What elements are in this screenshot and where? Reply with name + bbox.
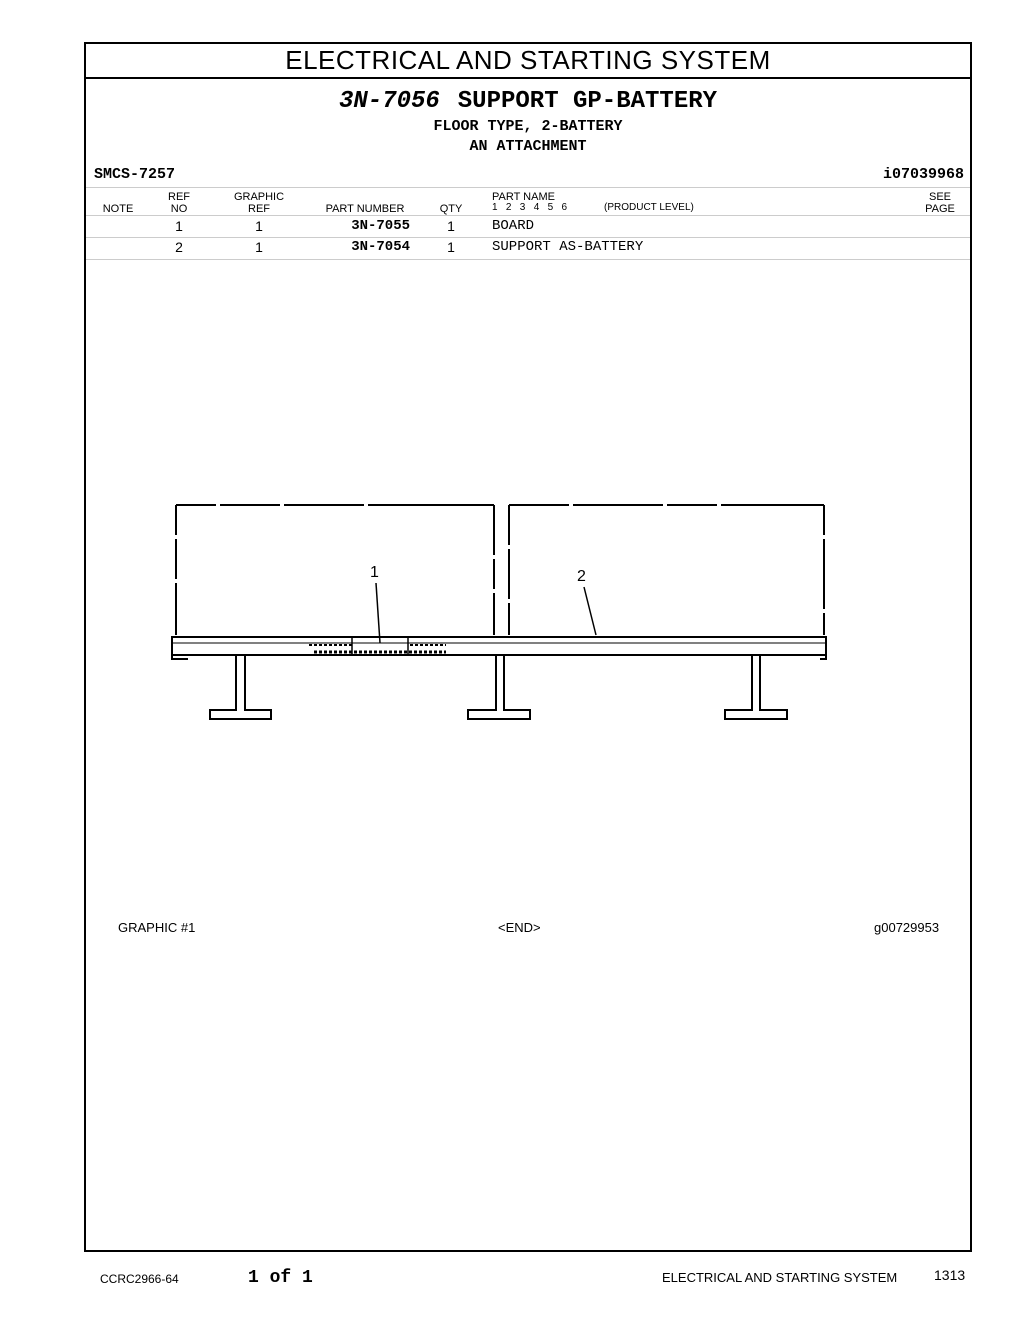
col-graphic-top: GRAPHIC	[233, 191, 285, 203]
part-name-title: SUPPORT GP-BATTERY	[457, 88, 718, 115]
col-part-number: PART NUMBER	[325, 203, 405, 215]
document-ident: i07039968	[882, 166, 964, 183]
graphic-id: g00729953	[874, 920, 940, 935]
col-part-name: PART NAME	[492, 191, 555, 203]
row-graphic-ref: 1	[255, 218, 263, 234]
row-part-name: BOARD	[492, 218, 535, 234]
subtitle-floor-type: FLOOR TYPE, 2-BATTERY	[433, 118, 623, 135]
col-see-bottom: PAGE	[925, 203, 955, 215]
graphic-label: GRAPHIC #1	[118, 920, 196, 935]
callout-1: 1	[370, 564, 379, 581]
row-qty: 1	[447, 218, 455, 234]
col-qty: QTY	[439, 203, 463, 215]
col-product-level: (PRODUCT LEVEL)	[604, 202, 694, 213]
smcs-code: SMCS-7257	[94, 166, 176, 183]
footer-doc-id: CCRC2966-64	[100, 1272, 179, 1286]
footer-section: ELECTRICAL AND STARTING SYSTEM	[662, 1270, 898, 1285]
col-note: NOTE	[102, 203, 134, 215]
subtitle-attachment: AN ATTACHMENT	[469, 138, 587, 155]
end-marker: <END>	[498, 920, 541, 935]
row-ref: 2	[175, 239, 183, 255]
section-title: ELECTRICAL AND STARTING SYSTEM	[86, 44, 970, 79]
footer-page-of: 1 of 1	[248, 1268, 313, 1288]
row-qty: 1	[447, 239, 455, 255]
row-part-name: SUPPORT AS-BATTERY	[492, 239, 644, 255]
col-ref-bottom: NO	[170, 203, 188, 215]
col-see-top: SEE	[928, 191, 951, 203]
header-bottom-rule	[86, 215, 970, 216]
col-graphic-bottom: REF	[248, 203, 270, 215]
row-ref: 1	[175, 218, 183, 234]
battery-support-illustration	[84, 495, 834, 735]
col-levels: 1 2 3 4 5 6	[492, 202, 568, 213]
row-rule	[86, 237, 970, 238]
footer-page-number: 1313	[934, 1267, 966, 1283]
callout-2: 2	[577, 568, 586, 585]
row-rule	[86, 259, 970, 260]
header-rule	[86, 187, 970, 188]
row-part-number: 3N-7054	[351, 239, 410, 255]
row-graphic-ref: 1	[255, 239, 263, 255]
part-number-title: 3N-7056	[338, 88, 440, 115]
part-title	[86, 88, 970, 116]
col-ref-top: REF	[168, 191, 190, 203]
row-part-number: 3N-7055	[351, 218, 410, 234]
